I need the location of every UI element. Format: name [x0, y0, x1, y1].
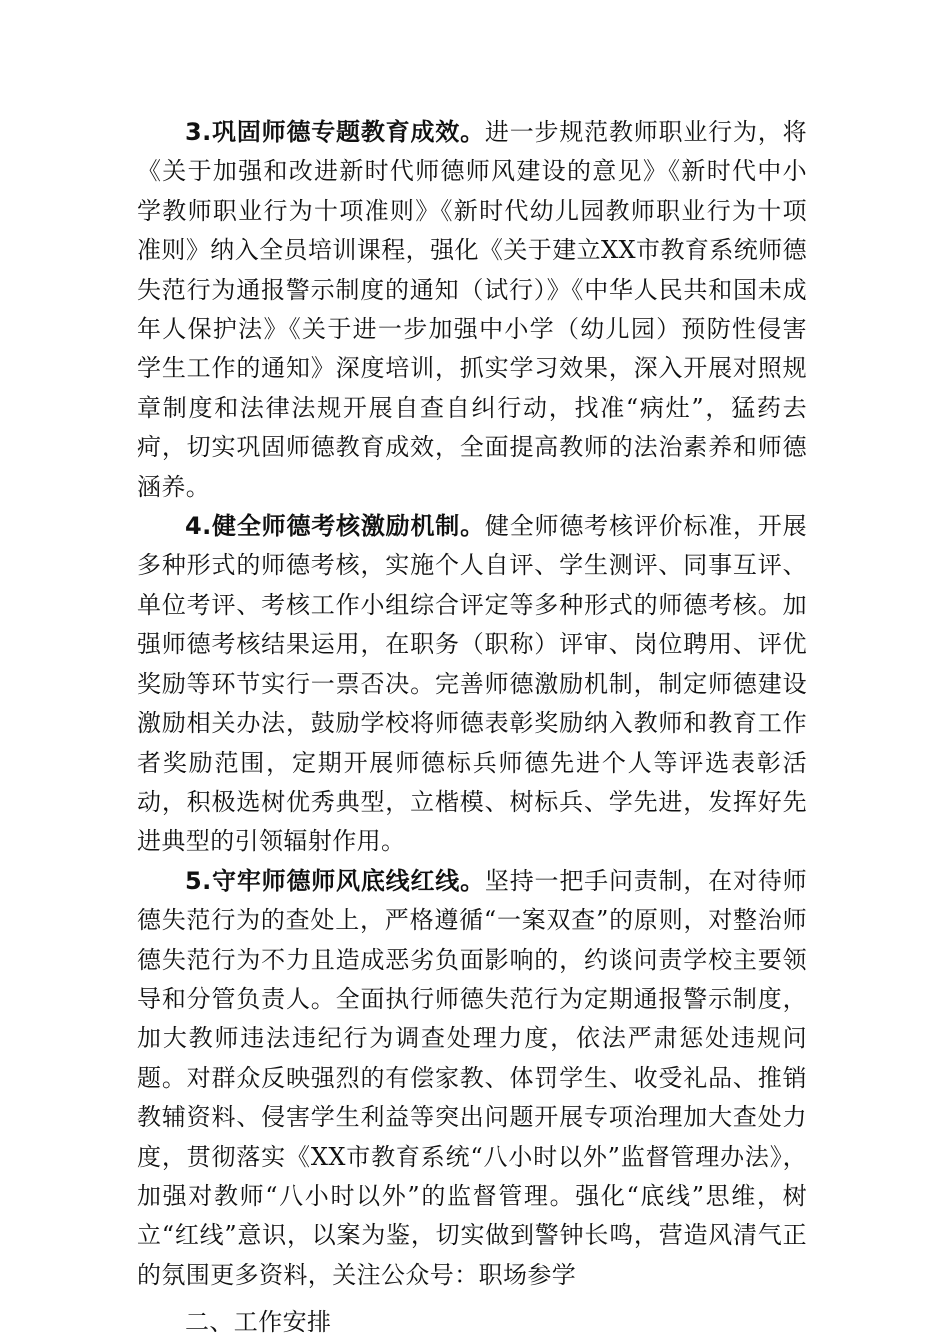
paragraph-5-heading: 5.守牢师德师风底线红线。 — [185, 866, 485, 895]
paragraph-5 — [137, 862, 807, 1295]
paragraph-4 — [137, 507, 807, 862]
paragraph-3-text: 进一步规范教师职业行为，将《关于加强和改进新时代师德师风建设的意见》《新时代中小学教师职业行为十项准则》《新时代幼儿园教师职业行为十项准则》纳入全员培训课程，强化《关于建立XX市教育系统师德失范行为通报警示制度的通知（试行）》《中华人民共和国未成年人保护法》《关于进一步加强中小学（幼儿园）预防性侵害学生工作的通知》深度培训，抓实学习效果，深入开展对照规章制度和法律法规开展自查自纠行动，找准“病灶”，猛药去疴，切实巩固师德教育成效，全面提高教师的法治素养和师德涵养。 — [137, 118, 807, 501]
section-heading: 二、工作安排 — [185, 1308, 332, 1337]
paragraph-4-text: 健全师德考核评价标准，开展多种形式的师德考核，实施个人自评、学生测评、同事互评、单位考评、考核工作小组综合评定等多种形式的师德考核。加强师德考核结果运用，在职务（职称）评审、岗位聘用、评优奖励等环节实行一票否决。完善师德激励机制，制定师德建设激励相关办法，鼓励学校将师德表彰奖励纳入教师和教育工作者奖励范围，定期开展师德标兵师德先进个人等评选表彰活动，积极选树优秀典型，立楷模、树标兵、学先进，发挥好先进典型的引领辐射作用。 — [137, 512, 807, 856]
document-body — [137, 113, 807, 1343]
paragraph-3 — [137, 113, 807, 507]
paragraph-5-text: 坚持一把手问责制，在对待师德失范行为的查处上，严格遵循“一案双查”的原则，对整治师德失范行为不力且造成恶劣负面影响的，约谈问责学校主要领导和分管负责人。全面执行师德失范行为定期通报警示制度，加大教师违法违纪行为调查处理力度，依法严肃惩处违规问题。对群众反映强烈的有偿家教、体罚学生、收受礼品、推销教辅资料、侵害学生利益等突出问题开展专项治理加大查处力度，贯彻落实《XX市教育系统“八小时以外”监督管理办法》，加强对教师“八小时以外”的监督管理。强化“底线”思维，树立“红线”意识，以案为鉴，切实做到警钟长鸣，营造风清气正的氛围更多资料，关注公众号：职场参学 — [137, 866, 807, 1289]
paragraph-3-heading: 3.巩固师德专题教育成效。 — [185, 118, 485, 146]
paragraph-4-heading: 4.健全师德考核激励机制。 — [185, 512, 485, 541]
